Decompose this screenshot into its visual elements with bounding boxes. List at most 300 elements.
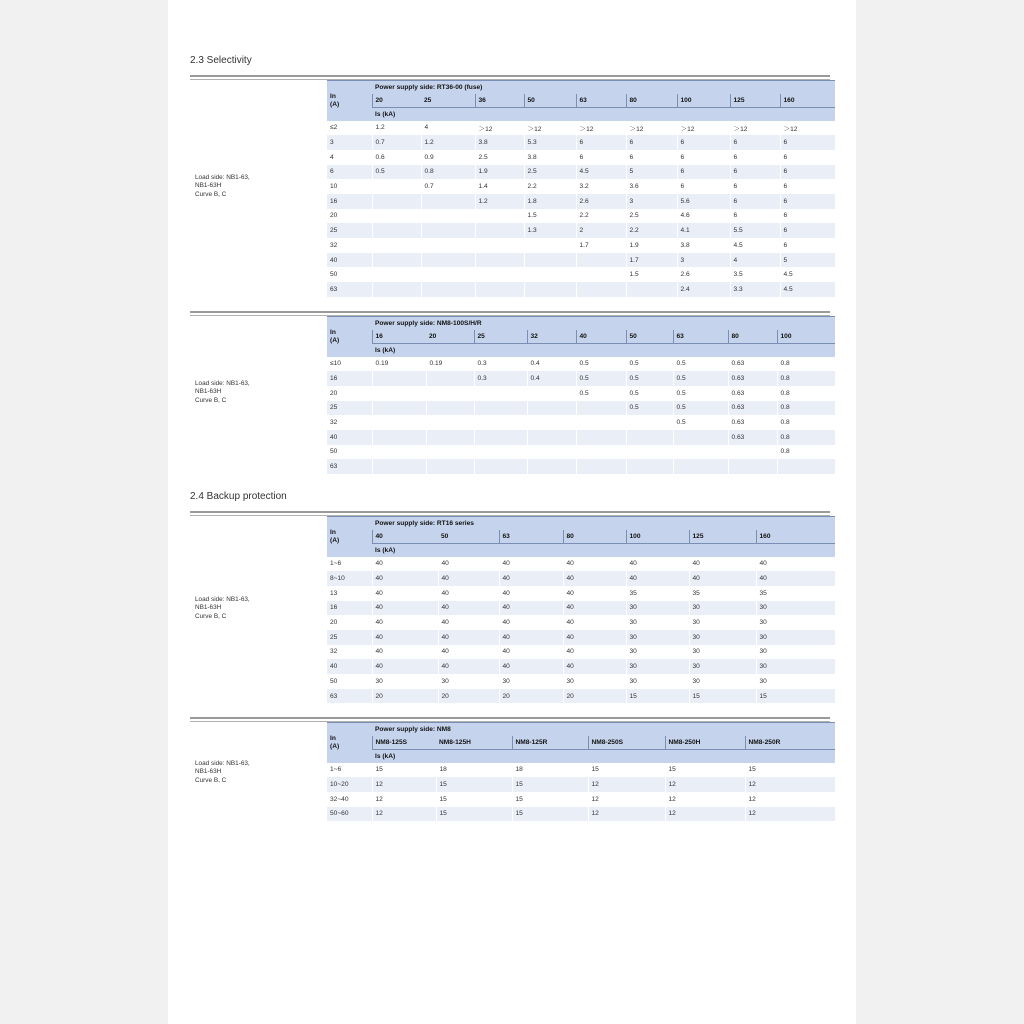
table-cell: 4.5 [780,282,835,297]
table-cell: 6 [677,150,730,165]
row-current-label: 50 [327,445,372,460]
table-cell [421,223,475,238]
table-cell [576,415,626,430]
table-cell: 6 [576,135,626,150]
table-cell: 30 [626,674,689,689]
table-cell: 15 [512,807,588,822]
row-current-label: 25 [327,223,372,238]
row-current-label: 10~20 [327,777,372,792]
table-cell [673,445,728,460]
table-row [327,401,835,416]
table-cell: 30 [563,674,626,689]
column-header: 80 [728,330,777,344]
table-cell: 3.5 [730,267,780,282]
table-cell: 0.63 [728,386,777,401]
table-cell: 0.7 [421,179,475,194]
table-cell: 40 [438,630,499,645]
table-row [327,253,835,268]
table-cell: 40 [499,571,563,586]
table-cell: 0.19 [372,357,426,372]
table-row [327,135,835,150]
column-header: 63 [576,94,626,108]
table-row [327,571,835,586]
table-cell: 1.7 [626,253,677,268]
table-cell [426,459,474,474]
table-row [327,601,835,616]
table-cell: 30 [756,630,835,645]
table-cell [728,445,777,460]
in-header-text: (A) [330,742,340,750]
in-header-text: In [330,92,336,100]
table-cell: 6 [730,165,780,180]
table-cell [372,459,426,474]
table-cell: 2.6 [576,194,626,209]
table-row [327,430,835,445]
load-side-label [195,380,250,405]
data-table [327,722,835,821]
table-cell [426,386,474,401]
table-cell [626,415,673,430]
row-current-label: 50~60 [327,807,372,822]
load-side-label-line: NB1-63H [195,388,222,396]
table-cell: 30 [756,601,835,616]
table-cell: 35 [626,586,689,601]
table-cell: 18 [512,763,588,778]
table-cell [475,238,524,253]
table-cell: 30 [689,615,756,630]
table-cell [626,430,673,445]
table-cell [626,282,677,297]
in-header [327,81,372,121]
table-cell: 40 [438,586,499,601]
table-cell: 0.5 [576,357,626,372]
table-cell: 2.5 [475,150,524,165]
table-cell: 3.8 [475,135,524,150]
table-cell: 5.3 [524,135,576,150]
table-row [327,674,835,689]
row-current-label: 40 [327,659,372,674]
row-current-label: 8~10 [327,571,372,586]
table-cell: 6 [730,194,780,209]
table-cell: 0.3 [474,371,527,386]
column-header: NM8-125S [372,736,436,750]
table-cell [372,223,421,238]
table-cell: 0.5 [673,357,728,372]
table-cell [576,401,626,416]
table-cell [372,282,421,297]
table-cell: 2.2 [576,209,626,224]
table-cell [421,238,475,253]
row-current-label: 16 [327,371,372,386]
table-cell: 40 [563,586,626,601]
table-cell [626,459,673,474]
column-header: NM8-125H [436,736,512,750]
table-cell: 15 [665,763,745,778]
table-cell: 6 [780,179,835,194]
table-cell: 40 [372,615,438,630]
table-cell: 1.7 [576,238,626,253]
column-header: 125 [730,94,780,108]
table-cell: 12 [588,792,665,807]
row-current-label: 32 [327,415,372,430]
table-cell: 1.2 [372,121,421,136]
column-header: 63 [673,330,728,344]
table-row [327,445,835,460]
in-header-text: (A) [330,336,340,344]
table-cell: 12 [745,792,835,807]
table-cell: 20 [499,689,563,704]
table-cell: 40 [372,645,438,660]
table-cell: 0.63 [728,415,777,430]
table-cell: 1.5 [524,209,576,224]
in-header-text: (A) [330,100,340,108]
power-supply-header: Power supply side: RT36-00 (fuse) [372,81,835,94]
table-cell: 30 [626,645,689,660]
table-cell: ＞12 [475,121,524,136]
load-side-label-line: Curve B, C [195,776,227,784]
row-current-label: ≤2 [327,121,372,136]
row-current-label: 20 [327,209,372,224]
row-current-label: 20 [327,615,372,630]
load-side-label-line: NB1-63H [195,768,222,776]
table-cell: 0.4 [527,371,576,386]
table-cell: 40 [438,615,499,630]
table-cell: 6 [780,209,835,224]
load-side-label-line: Curve B, C [195,612,227,620]
column-header: NM8-250S [588,736,665,750]
table-cell: 30 [626,615,689,630]
table-cell: 40 [563,571,626,586]
table-cell [728,459,777,474]
column-header: 63 [499,530,563,544]
load-side-label [195,760,250,785]
table-cell: 0.5 [673,371,728,386]
row-current-label: 50 [327,674,372,689]
in-header [327,517,372,557]
table-cell [527,386,576,401]
table-cell [576,459,626,474]
table-row [327,586,835,601]
row-current-label: 10 [327,179,372,194]
column-header: 50 [524,94,576,108]
table-cell: 0.8 [777,430,835,445]
table-cell: 0.8 [777,401,835,416]
table-cell: 15 [588,763,665,778]
load-side-label-line: NB1-63H [195,604,222,612]
table-cell [673,459,728,474]
table-cell: 2.6 [677,267,730,282]
table-cell: 30 [756,674,835,689]
table-cell [421,282,475,297]
table-cell: 30 [689,630,756,645]
load-side-label [195,596,250,621]
column-header: 40 [372,530,438,544]
table-row [327,165,835,180]
table-cell: 0.5 [626,371,673,386]
column-header: 160 [780,94,835,108]
table-cell: 12 [665,792,745,807]
table-cell: 6 [677,165,730,180]
table-cell: 4.5 [730,238,780,253]
table-cell: 3.8 [677,238,730,253]
table-cell: 40 [372,601,438,616]
column-header: 50 [438,530,499,544]
row-current-label: 32 [327,238,372,253]
data-table [327,316,835,474]
is-unit-label: Is (kA) [372,108,835,121]
table-row [327,223,835,238]
table-cell: 0.5 [626,357,673,372]
column-header: 50 [626,330,673,344]
column-header: 25 [474,330,527,344]
table-cell [576,282,626,297]
row-current-label: 1~6 [327,557,372,572]
table-cell: 0.5 [576,371,626,386]
table-cell: 15 [436,792,512,807]
table-cell [527,459,576,474]
row-current-label: ≤10 [327,357,372,372]
column-header: 125 [689,530,756,544]
table-cell: 2.2 [524,179,576,194]
table-cell: 40 [689,571,756,586]
row-current-label: 13 [327,586,372,601]
table-cell: 3.6 [626,179,677,194]
table-cell: 5.6 [677,194,730,209]
table-row [327,238,835,253]
load-side-label-line: Load side: NB1-63, [195,380,250,387]
table-cell: 6 [626,135,677,150]
table-cell [426,401,474,416]
table-cell: 6 [626,150,677,165]
table-cell: 30 [689,674,756,689]
load-side-label-line: Load side: NB1-63, [195,596,250,603]
table-cell: 2.5 [524,165,576,180]
row-current-label: 63 [327,282,372,297]
table-cell [474,386,527,401]
table-cell: ＞12 [524,121,576,136]
table-cell: 6 [780,150,835,165]
table-row [327,150,835,165]
table-cell: 0.5 [673,401,728,416]
column-header: NM8-250H [665,736,745,750]
in-header-text: In [330,328,336,336]
section-heading-backup-protection: 2.4 Backup protection [190,491,287,502]
table-row [327,282,835,297]
table-row [327,209,835,224]
table-cell: 1.9 [475,165,524,180]
table-cell: 0.7 [372,135,421,150]
table-cell: 0.19 [426,357,474,372]
table-cell: 1.2 [421,135,475,150]
column-header: 36 [475,94,524,108]
table-cell: 0.5 [673,415,728,430]
table-cell: 12 [372,807,436,822]
table-row [327,267,835,282]
table-cell [372,386,426,401]
column-header: 16 [372,330,426,344]
table-cell: 40 [438,659,499,674]
table-cell: 1.3 [524,223,576,238]
table-cell: 0.63 [728,371,777,386]
row-current-label: 20 [327,386,372,401]
table-cell: ＞12 [677,121,730,136]
table-row [327,659,835,674]
in-header [327,723,372,763]
table-cell [475,267,524,282]
table-cell [524,253,576,268]
column-header: 100 [677,94,730,108]
load-side-label-line: Curve B, C [195,396,227,404]
table-cell: ＞12 [730,121,780,136]
table-cell: 40 [499,630,563,645]
row-current-label: 25 [327,630,372,645]
table-cell [527,430,576,445]
table-cell: 2 [576,223,626,238]
table-row [327,194,835,209]
in-header-text: (A) [330,536,340,544]
row-current-label: 32~40 [327,792,372,807]
is-unit-label: Is (kA) [372,544,835,557]
load-side-label [195,174,250,199]
column-header: 80 [563,530,626,544]
table-cell: 12 [665,807,745,822]
table-cell [474,401,527,416]
table-cell: 30 [689,601,756,616]
table-row [327,777,835,792]
table-cell [372,371,426,386]
table-cell: 6 [730,135,780,150]
table-cell [421,267,475,282]
table-cell: 40 [499,601,563,616]
table-cell: 6 [780,223,835,238]
table-cell: 0.5 [626,386,673,401]
table-cell: 0.8 [421,165,475,180]
table-cell [475,223,524,238]
table-cell: 40 [563,659,626,674]
table-cell: 5 [626,165,677,180]
table-row [327,357,835,372]
table-cell: 1.9 [626,238,677,253]
table-cell [372,179,421,194]
table-cell: 0.4 [527,357,576,372]
table-cell: 40 [372,586,438,601]
load-side-label-line: Load side: NB1-63, [195,174,250,181]
table-cell: 40 [689,557,756,572]
row-current-label: 1~6 [327,763,372,778]
table-cell [524,282,576,297]
table-cell: 4.5 [576,165,626,180]
column-header: NM8-125R [512,736,588,750]
table-block [190,311,830,471]
table-cell: 0.8 [777,357,835,372]
table-row [327,386,835,401]
table-cell: 40 [499,557,563,572]
table-cell: 40 [499,615,563,630]
column-header: 160 [756,530,835,544]
table-cell [527,415,576,430]
load-side-label-line: NB1-63H [195,182,222,190]
row-current-label: 32 [327,645,372,660]
table-cell [372,253,421,268]
table-block [190,511,830,700]
table-cell [576,445,626,460]
table-cell: 30 [438,674,499,689]
table-cell: 12 [588,777,665,792]
table-row [327,415,835,430]
table-cell: 0.8 [777,445,835,460]
is-unit-label: Is (kA) [372,750,835,763]
table-cell: 0.8 [777,386,835,401]
power-supply-header: Power supply side: NM8 [372,723,835,736]
table-row [327,179,835,194]
column-header: 100 [626,530,689,544]
table-row [327,645,835,660]
column-header: 25 [421,94,475,108]
table-cell: 5 [780,253,835,268]
table-cell: 0.63 [728,357,777,372]
table-cell [474,459,527,474]
table-cell: 12 [372,792,436,807]
table-cell [777,459,835,474]
table-cell: 6 [677,135,730,150]
row-current-label: 50 [327,267,372,282]
row-current-label: 16 [327,194,372,209]
table-row [327,371,835,386]
table-cell: 1.2 [475,194,524,209]
table-cell: ＞12 [626,121,677,136]
table-cell: 40 [499,659,563,674]
table-cell [474,430,527,445]
table-cell: 3 [626,194,677,209]
table-cell [372,267,421,282]
table-cell: ＞12 [780,121,835,136]
table-cell: 4 [730,253,780,268]
table-cell: 20 [438,689,499,704]
table-cell [475,209,524,224]
table-cell: 0.63 [728,430,777,445]
table-cell: 4.6 [677,209,730,224]
table-cell: 15 [372,763,436,778]
table-cell [426,430,474,445]
table-cell: 12 [665,777,745,792]
table-row [327,792,835,807]
table-row [327,630,835,645]
table-cell: 4 [421,121,475,136]
table-cell: ＞12 [576,121,626,136]
table-cell [475,253,524,268]
table-cell: 1.5 [626,267,677,282]
table-cell: 15 [626,689,689,704]
table-row [327,121,835,136]
table-cell: 40 [372,571,438,586]
table-cell: 30 [626,601,689,616]
table-cell: 3.8 [524,150,576,165]
table-cell: 4.5 [780,267,835,282]
table-cell: 18 [436,763,512,778]
data-table [327,80,835,297]
table-cell: 12 [372,777,436,792]
table-cell: 40 [372,659,438,674]
column-header: 32 [527,330,576,344]
table-cell: 40 [756,571,835,586]
table-cell: 6 [780,238,835,253]
table-cell: 40 [563,557,626,572]
table-cell: 30 [756,645,835,660]
table-cell: 0.3 [474,357,527,372]
table-cell [673,430,728,445]
table-cell: 15 [512,792,588,807]
table-cell: 6 [576,150,626,165]
